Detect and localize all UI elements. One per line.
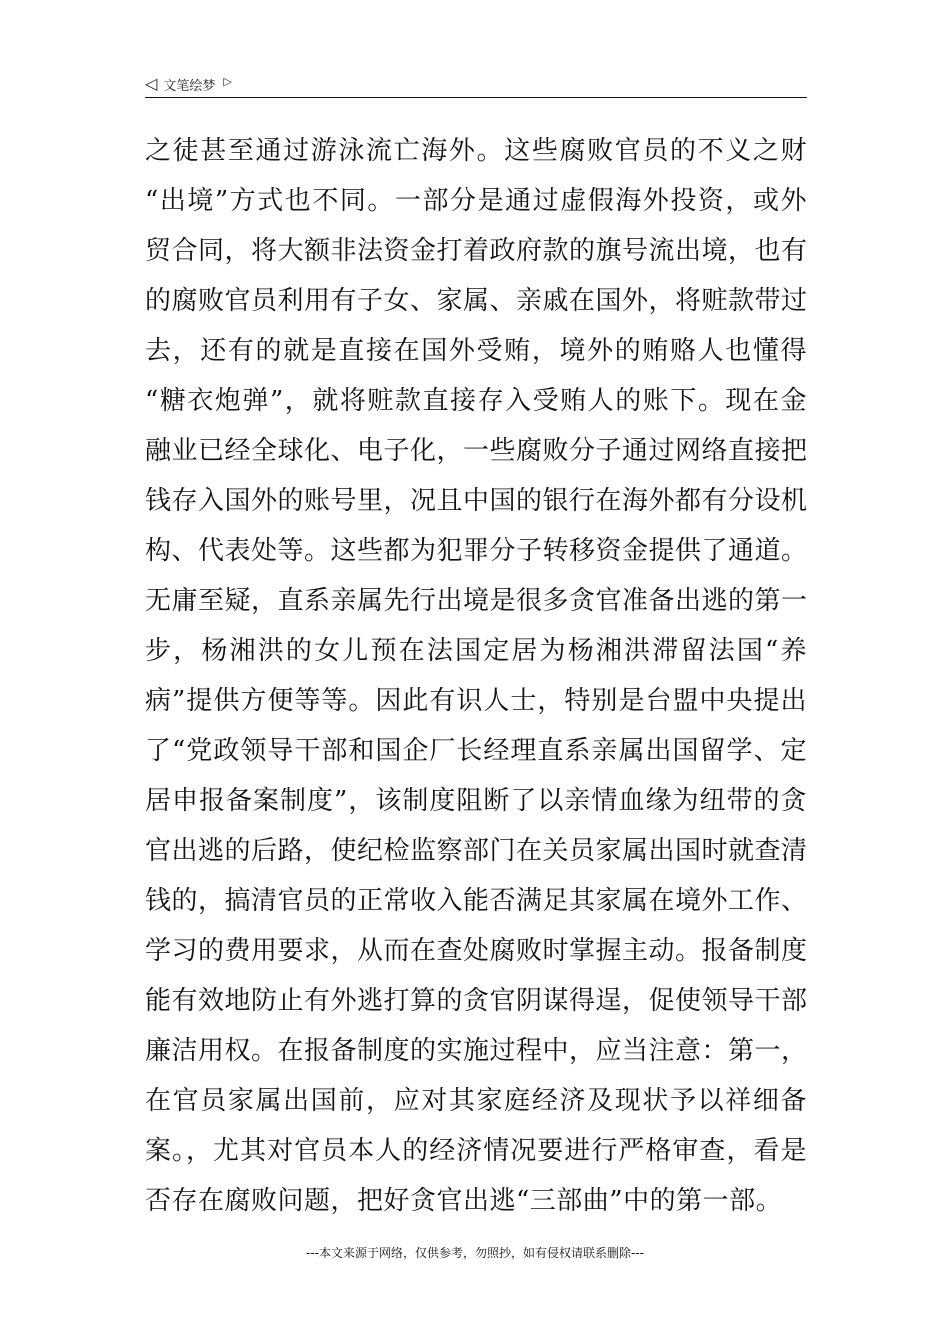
triangle-left-outline-icon: ◁ bbox=[145, 74, 158, 93]
text-line: “出境”方式也不同。一部分是通过虚假海外投资，或外 bbox=[145, 186, 807, 216]
text-line: 去，还有的就是直接在国外受贿，境外的贿赂人也懂得 bbox=[145, 336, 807, 366]
page-header bbox=[145, 72, 807, 96]
text-line: 在官员家属出国前，应对其家庭经济及现状予以祥细备 bbox=[145, 1086, 807, 1116]
text-line: 钱存入国外的账号里，况且中国的银行在海外都有分设机 bbox=[145, 486, 808, 516]
text-line: 贸合同，将大额非法资金打着政府款的旗号流出境，也有 bbox=[145, 236, 808, 266]
text-line: 无庸至疑，直系亲属先行出境是很多贪官准备出逃的第一 bbox=[145, 586, 808, 616]
triangle-right-outline-icon: ▷ bbox=[223, 74, 232, 88]
text-line: 钱的，搞清官员的正常收入能否满足其家属在境外工作、 bbox=[145, 886, 808, 916]
text-line: 病”提供方便等等。因此有识人士，特别是台盟中央提出 bbox=[145, 686, 807, 716]
text-line: 案。，尤其对官员本人的经济情况要进行严格审查，看是 bbox=[145, 1136, 807, 1166]
text-line: 廉洁用权。在报备制度的实施过程中，应当注意：第一， bbox=[145, 1036, 808, 1066]
page-footer: ---本文来源于网络，仅供参考，勿照抄，如有侵权请联系删除--- bbox=[306, 1246, 644, 1260]
text-line: 了“党政领导干部和国企厂长经理直系亲属出国留学、定 bbox=[145, 736, 807, 766]
text-line: 否存在腐败问题，把好贪官出逃“三部曲”中的第一部。 bbox=[145, 1186, 783, 1216]
text-line: 能有效地防止有外逃打算的贪官阴谋得逞，促使领导干部 bbox=[145, 986, 808, 1016]
header-divider bbox=[145, 97, 807, 98]
text-line: 步，杨湘洪的女儿预在法国定居为杨湘洪滞留法国“养 bbox=[145, 636, 807, 666]
text-line: 构、代表处等。这些都为犯罪分子转移资金提供了通道。 bbox=[145, 536, 808, 566]
text-line: 官出逃的后路，使纪检监察部门在关员家属出国时就查清 bbox=[145, 836, 808, 866]
text-line: 的腐败官员利用有子女、家属、亲戚在国外，将赃款带过 bbox=[145, 286, 808, 316]
text-line: 学习的费用要求，从而在查处腐败时掌握主动。报备制度 bbox=[145, 936, 808, 966]
text-line: 之徒甚至通过游泳流亡海外。这些腐败官员的不义之财 bbox=[145, 136, 807, 166]
text-line: 融业已经全球化、电子化，一些腐败分子通过网络直接把 bbox=[145, 436, 808, 466]
text-line: “糖衣炮弹”，就将赃款直接存入受贿人的账下。现在金 bbox=[145, 386, 807, 416]
text-line: 居申报备案制度”，该制度阻断了以亲情血缘为纽带的贪 bbox=[145, 786, 807, 816]
header-title: 文笔绘梦 bbox=[163, 78, 216, 94]
body-text bbox=[145, 126, 807, 1226]
